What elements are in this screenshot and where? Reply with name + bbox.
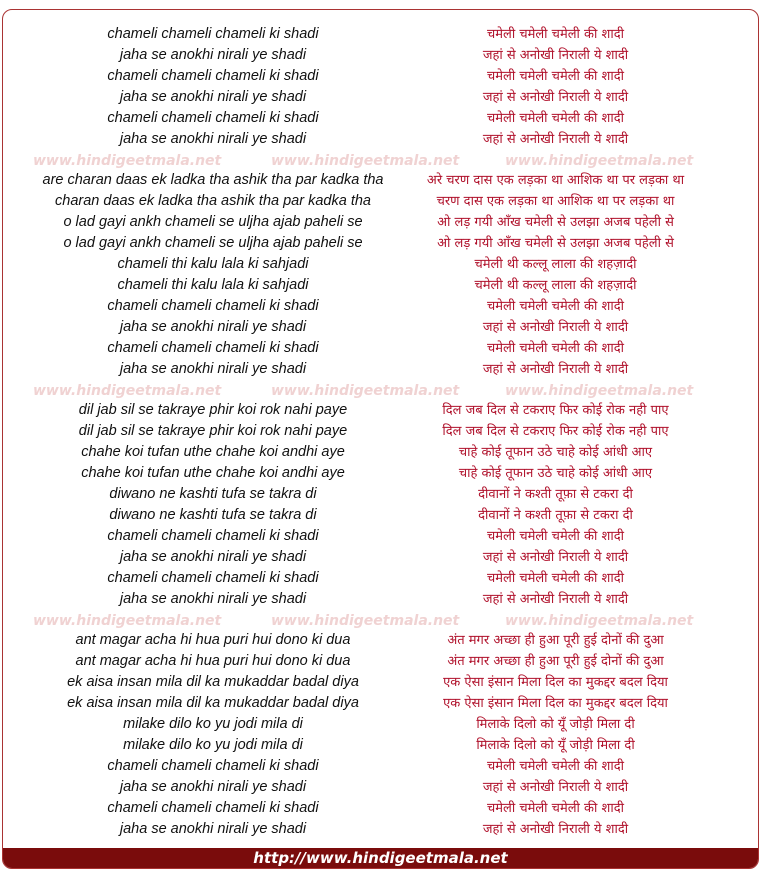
lyric-row [3,24,758,45]
lyric-line-hindi: अंत मगर अच्छा ही हुआ पूरी हुई दोनों की दुआ [447,654,664,670]
watermark-text: www.hindigeetmala.net [33,383,222,400]
lyric-line-latin: milake dilo ko yu jodi mila di [123,736,303,753]
lyric-line-hindi: चमेली चमेली चमेली की शादी [487,340,624,356]
lyric-row [3,421,758,442]
lyric-line-latin: dil jab sil se takraye phir koi rok nahi paye [78,402,348,419]
lyric-row [3,505,758,526]
lyric-line-latin: chameli chameli chameli ki shadi [107,799,319,816]
lyric-line-hindi: दिल जब दिल से टकराए फिर कोई रोक नही पाए [442,403,669,419]
lyric-row [3,359,758,380]
lyric-line-hindi: चमेली चमेली चमेली की शादी [487,298,624,314]
lyric-line-latin: o lad gayi ankh chameli se uljha ajab paheli se [63,214,363,231]
lyric-line-latin: chameli chameli chameli ki shadi [107,26,319,42]
lyric-line-latin: diwano ne kashti tufa se takra di [109,486,317,502]
lyric-line-hindi: एक ऐसा इंसान मिला दिल का मुकद्दर बदल दिया [443,696,668,712]
lyric-row [3,170,758,191]
lyric-row [3,212,758,233]
lyric-line-latin: o lad gayi ankh chameli se uljha ajab paheli se [63,235,363,252]
lyric-row [3,45,758,66]
lyric-line-hindi: मिलाके दिलो को यूँ जोड़ी मिला दी [476,737,635,753]
lyric-line-latin: jaha se anokhi nirali ye shadi [119,548,307,565]
watermark-row [3,611,758,631]
lyric-line-hindi: चमेली चमेली चमेली की शादी [487,528,624,544]
lyric-line-latin: chameli chameli chameli ki shadi [107,297,319,314]
lyric-line-hindi: एक ऐसा इंसान मिला दिल का मुकद्दर बदल दिया [443,675,668,691]
lyric-line-hindi: जहां से अनोखी निराली ये शादी [482,549,629,565]
watermark-text: www.hindigeetmala.net [505,613,694,630]
lyric-row [3,317,758,338]
lyric-line-latin: chameli chameli chameli ki shadi [107,757,319,774]
lyric-line-hindi: चाहे कोई तूफान उठे चाहे कोई आंधी आए [458,466,653,482]
lyrics-card [2,9,759,869]
lyric-line-latin: chahe koi tufan uthe chahe koi andhi aye [81,465,345,482]
lyric-row [3,296,758,317]
watermark-text: www.hindigeetmala.net [271,613,460,630]
lyric-line-latin: milake dilo ko yu jodi mila di [123,716,303,732]
lyric-line-hindi: अरे चरण दास एक लड़का था आशिक था पर लड़का था [426,173,685,189]
lyric-line-hindi: चमेली थी कल्लू लाला की शहज़ादी [474,277,637,293]
watermark-text: www.hindigeetmala.net [271,153,460,170]
lyric-row [3,651,758,672]
lyric-row [3,400,758,421]
lyric-line-hindi: चमेली चमेली चमेली की शादी [487,758,624,774]
lyric-row [3,526,758,547]
lyric-row [3,672,758,693]
watermark-text: www.hindigeetmala.net [505,153,694,170]
watermark-text: www.hindigeetmala.net [33,153,222,170]
lyric-row [3,254,758,275]
lyric-line-hindi: ओ लड़ गयी आँख चमेली से उलझा अजब पहेली से [437,236,674,252]
watermark-text: www.hindigeetmala.net [271,383,460,400]
lyric-row [3,87,758,108]
lyric-row [3,275,758,296]
lyric-row [3,777,758,798]
lyric-line-latin: ant magar acha hi hua puri hui dono ki dua [75,653,351,670]
lyric-line-latin: jaha se anokhi nirali ye shadi [119,130,307,147]
footer-url[interactable]: http://www.hindigeetmala.net [3,848,758,868]
lyric-row [3,693,758,714]
lyric-row [3,233,758,254]
lyric-line-latin: ek aisa insan mila dil ka mukaddar badal diya [67,695,359,712]
lyric-line-latin: chameli chameli chameli ki shadi [107,569,319,586]
lyric-row [3,819,758,840]
lyric-line-hindi: जहां से अनोखी निराली ये शादी [482,361,629,377]
lyric-line-latin: jaha se anokhi nirali ye shadi [119,318,307,335]
lyric-row [3,756,758,777]
lyric-line-latin: diwano ne kashti tufa se takra di [109,506,317,523]
lyric-line-hindi: चमेली चमेली चमेली की शादी [487,570,624,586]
watermark-text: www.hindigeetmala.net [505,383,694,400]
lyric-line-latin: jaha se anokhi nirali ye shadi [119,820,307,837]
lyric-line-hindi: जहां से अनोखी निराली ये शादी [482,89,629,105]
lyric-line-latin: jaha se anokhi nirali ye shadi [119,778,307,795]
lyric-line-hindi: दीवानों ने कश्ती तूफ़ा से टकरा दी [478,487,633,502]
lyric-line-hindi: चमेली चमेली चमेली की शादी [487,68,624,84]
lyric-row [3,484,758,505]
lyric-line-hindi: चाहे कोई तूफान उठे चाहे कोई आंधी आए [458,445,653,461]
lyric-line-latin: ek aisa insan mila dil ka mukaddar badal diya [67,674,359,691]
lyric-row [3,129,758,150]
lyric-line-latin: jaha se anokhi nirali ye shadi [119,88,307,105]
lyric-line-latin: jaha se anokhi nirali ye shadi [119,590,307,607]
lyric-line-latin: chameli chameli chameli ki shadi [107,67,319,84]
lyric-row [3,589,758,610]
watermark-row [3,151,758,171]
lyric-row [3,714,758,735]
lyric-row [3,547,758,568]
lyric-line-hindi: मिलाके दिलो को यूँ जोड़ी मिला दी [476,717,635,732]
lyric-line-latin: jaha se anokhi nirali ye shadi [119,360,307,377]
lyric-row [3,66,758,87]
lyric-row [3,463,758,484]
lyric-line-latin: chahe koi tufan uthe chahe koi andhi aye [81,444,345,461]
watermark-text: www.hindigeetmala.net [33,613,222,630]
lyric-line-latin: charan daas ek ladka tha ashik tha par kadka tha [55,193,371,210]
lyric-line-hindi: दीवानों ने कश्ती तूफ़ा से टकरा दी [478,507,633,523]
lyric-line-hindi: जहां से अनोखी निराली ये शादी [482,131,629,147]
lyric-line-hindi: चमेली चमेली चमेली की शादी [487,800,624,816]
lyric-line-latin: are charan daas ek ladka tha ashik tha par kadka tha [42,172,384,189]
lyric-line-hindi: दिल जब दिल से टकराए फिर कोई रोक नही पाए [442,424,669,440]
lyric-line-latin: dil jab sil se takraye phir koi rok nahi paye [78,423,348,440]
lyric-line-hindi: चरण दास एक लड़का था आशिक था पर लड़का था [436,194,675,210]
lyric-row [3,191,758,212]
lyric-line-latin: chameli chameli chameli ki shadi [107,339,319,356]
lyric-line-latin: chameli thi kalu lala ki sahjadi [117,256,309,272]
lyric-line-latin: chameli thi kalu lala ki sahjadi [117,276,309,293]
watermark-row [3,381,758,401]
lyric-row [3,630,758,651]
lyric-line-hindi: जहां से अनोखी निराली ये शादी [482,319,629,335]
lyric-row [3,338,758,359]
lyric-row [3,798,758,819]
lyric-line-hindi: जहां से अनोखी निराली ये शादी [482,779,629,795]
lyric-line-hindi: जहां से अनोखी निराली ये शादी [482,821,629,837]
lyric-line-hindi: जहां से अनोखी निराली ये शादी [482,47,629,63]
lyric-line-hindi: चमेली चमेली चमेली की शादी [487,27,624,42]
lyric-line-hindi: अंत मगर अच्छा ही हुआ पूरी हुई दोनों की दुआ [447,633,664,649]
lyric-line-latin: chameli chameli chameli ki shadi [107,109,319,126]
lyric-row [3,735,758,756]
lyric-line-hindi: ओ लड़ गयी आँख चमेली से उलझा अजब पहेली से [437,215,674,231]
lyric-row [3,568,758,589]
lyric-line-latin: jaha se anokhi nirali ye shadi [119,46,307,63]
lyric-line-latin: chameli chameli chameli ki shadi [107,527,319,544]
lyric-row [3,108,758,129]
lyric-line-latin: ant magar acha hi hua puri hui dono ki dua [75,632,351,649]
lyric-row [3,442,758,463]
lyric-line-hindi: जहां से अनोखी निराली ये शादी [482,591,629,607]
lyric-line-hindi: चमेली थी कल्लू लाला की शहज़ादी [474,257,637,272]
lyric-line-hindi: चमेली चमेली चमेली की शादी [487,110,624,126]
